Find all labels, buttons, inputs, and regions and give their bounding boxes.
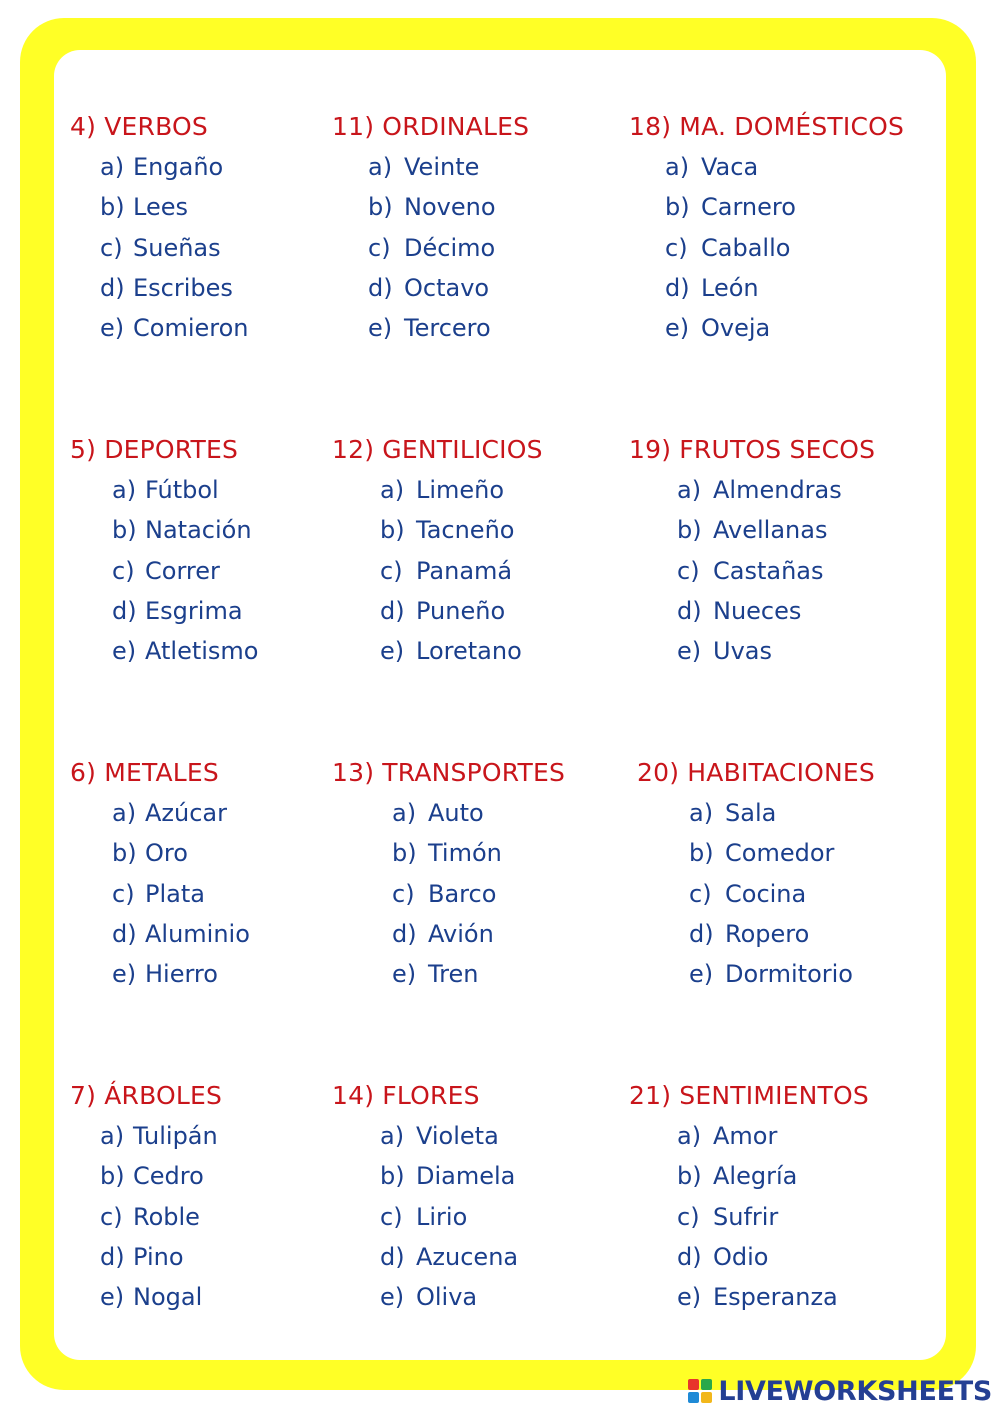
option-list — [70, 1121, 222, 1322]
option-text: Escribes — [133, 273, 233, 302]
category-title: 4) VERBOS — [70, 112, 208, 141]
option-text: Dormitorio — [725, 960, 853, 989]
option-item[interactable] — [100, 313, 249, 353]
option-text: Puneño — [416, 596, 506, 625]
option-item[interactable] — [112, 959, 250, 999]
option-text: Nogal — [133, 1283, 203, 1312]
option-letter: b) — [665, 193, 690, 222]
option-item[interactable] — [380, 475, 543, 515]
option-item[interactable] — [677, 636, 875, 676]
option-item[interactable] — [677, 1202, 869, 1242]
option-item[interactable] — [112, 838, 250, 878]
option-item[interactable] — [112, 556, 258, 596]
liveworksheets-logo — [688, 1375, 992, 1409]
option-item[interactable] — [112, 919, 250, 959]
option-letter: d) — [665, 273, 690, 302]
option-letter: d) — [112, 596, 137, 625]
option-item[interactable] — [368, 233, 529, 273]
option-letter: c) — [392, 879, 415, 908]
option-letter: d) — [689, 919, 714, 948]
logo-icon — [688, 1379, 714, 1405]
option-text: Auto — [428, 799, 484, 827]
option-item[interactable] — [689, 919, 875, 959]
category-group — [70, 435, 258, 676]
option-letter: a) — [665, 153, 690, 181]
option-letter: e) — [392, 960, 417, 989]
option-text: Azucena — [416, 1242, 519, 1271]
option-text: Esgrima — [145, 596, 243, 625]
option-item[interactable] — [112, 636, 258, 676]
option-text: Odio — [713, 1242, 769, 1271]
option-item[interactable] — [677, 475, 875, 515]
option-letter: c) — [368, 233, 391, 262]
option-text: Almendras — [713, 476, 842, 504]
option-text: Vaca — [701, 153, 759, 181]
option-text: Octavo — [404, 273, 490, 302]
option-text: Cocina — [725, 879, 807, 908]
category-group — [70, 1081, 222, 1322]
option-text: Plata — [145, 879, 205, 908]
option-item[interactable] — [100, 192, 249, 232]
option-list — [629, 475, 875, 676]
option-text: Sueñas — [133, 233, 221, 262]
option-item[interactable] — [665, 273, 904, 313]
option-item[interactable] — [100, 273, 249, 313]
option-text: Sala — [725, 799, 777, 827]
option-letter: e) — [677, 637, 702, 666]
category-group — [637, 758, 875, 999]
category-title: 7) ÁRBOLES — [70, 1081, 223, 1110]
category-title: 18) MA. DOMÉSTICOS — [629, 112, 905, 141]
option-list — [332, 152, 529, 353]
option-text: Uvas — [713, 637, 772, 666]
option-letter: e) — [112, 637, 137, 666]
option-text: Barco — [428, 879, 497, 908]
option-text: Loretano — [416, 637, 522, 666]
option-list — [332, 798, 565, 999]
category-title: 19) FRUTOS SECOS — [629, 435, 876, 464]
option-text: Décimo — [404, 233, 496, 262]
option-letter: e) — [112, 960, 137, 989]
option-item[interactable] — [392, 959, 565, 999]
option-text: Esperanza — [713, 1283, 838, 1312]
option-letter: d) — [392, 919, 417, 948]
option-letter: e) — [689, 960, 714, 989]
option-text: Hierro — [145, 960, 218, 989]
option-letter: a) — [380, 476, 405, 504]
option-text: Limeño — [416, 476, 505, 504]
option-letter: b) — [112, 516, 137, 545]
option-letter: e) — [380, 1283, 405, 1312]
option-item[interactable] — [100, 152, 249, 192]
option-letter: d) — [677, 1242, 702, 1271]
option-item[interactable] — [677, 515, 875, 555]
option-letter: c) — [380, 556, 403, 585]
option-item[interactable] — [677, 1242, 869, 1282]
option-text: Tercero — [404, 314, 491, 343]
option-item[interactable] — [368, 313, 529, 353]
option-letter: b) — [380, 516, 405, 545]
option-item[interactable] — [380, 1282, 518, 1322]
option-text: Aluminio — [145, 919, 250, 948]
option-text: Avión — [428, 919, 494, 948]
option-list — [629, 1121, 869, 1322]
option-item[interactable] — [368, 273, 529, 313]
category-title: 14) FLORES — [332, 1081, 480, 1110]
option-letter: e) — [665, 314, 690, 343]
option-list — [70, 798, 250, 999]
option-text: Cedro — [133, 1162, 204, 1191]
option-item[interactable] — [392, 879, 565, 919]
option-list — [629, 152, 904, 353]
option-item[interactable] — [380, 1121, 518, 1161]
option-text: Lirio — [416, 1202, 468, 1231]
option-letter: a) — [368, 153, 393, 181]
option-item[interactable] — [100, 233, 249, 273]
category-title: 5) DEPORTES — [70, 435, 239, 464]
option-item[interactable] — [689, 959, 875, 999]
option-letter: b) — [100, 193, 125, 222]
option-text: Carnero — [701, 193, 796, 222]
option-letter: b) — [689, 839, 714, 868]
option-letter: c) — [665, 233, 688, 262]
option-letter: d) — [380, 1242, 405, 1271]
option-letter: e) — [100, 1283, 125, 1312]
option-text: Oliva — [416, 1283, 478, 1312]
option-item[interactable] — [112, 798, 250, 838]
option-letter: b) — [677, 1162, 702, 1191]
option-letter: b) — [677, 516, 702, 545]
brand-wordmark: LIVEWORKSHEETS — [718, 1376, 992, 1407]
option-letter: c) — [689, 879, 712, 908]
option-letter: b) — [112, 839, 137, 868]
option-letter: b) — [392, 839, 417, 868]
option-item[interactable] — [368, 192, 529, 232]
option-letter: c) — [677, 1202, 700, 1231]
option-list — [637, 798, 875, 999]
option-item[interactable] — [112, 515, 258, 555]
option-letter: c) — [112, 556, 135, 585]
option-item[interactable] — [380, 515, 543, 555]
option-text: León — [701, 273, 759, 302]
option-item[interactable] — [665, 192, 904, 232]
option-letter: a) — [100, 153, 125, 181]
option-letter: a) — [392, 799, 417, 827]
option-text: Violeta — [416, 1122, 499, 1150]
option-text: Timón — [428, 839, 502, 868]
category-group — [629, 435, 875, 676]
option-item[interactable] — [689, 879, 875, 919]
option-item[interactable] — [677, 1282, 869, 1322]
option-item[interactable] — [380, 1242, 518, 1282]
option-letter: c) — [677, 556, 700, 585]
option-letter: b) — [100, 1162, 125, 1191]
option-text: Tren — [428, 960, 479, 989]
option-item[interactable] — [392, 798, 565, 838]
category-group — [332, 435, 543, 676]
option-letter: d) — [677, 596, 702, 625]
option-item[interactable] — [112, 596, 258, 636]
option-item[interactable] — [380, 636, 543, 676]
option-text: Comieron — [133, 314, 249, 343]
category-group — [70, 758, 250, 999]
option-letter: a) — [677, 476, 702, 504]
option-item[interactable] — [689, 838, 875, 878]
option-item[interactable] — [392, 919, 565, 959]
option-letter: a) — [112, 476, 137, 504]
option-text: Diamela — [416, 1162, 516, 1191]
category-group — [629, 1081, 869, 1322]
option-letter: c) — [380, 1202, 403, 1231]
category-group — [70, 112, 249, 353]
option-item[interactable] — [100, 1202, 222, 1242]
option-item[interactable] — [112, 879, 250, 919]
option-letter: a) — [689, 799, 714, 827]
option-item[interactable] — [100, 1121, 222, 1161]
option-list — [332, 475, 543, 676]
option-item[interactable] — [392, 838, 565, 878]
category-group — [332, 1081, 518, 1322]
option-letter: e) — [677, 1283, 702, 1312]
option-text: Roble — [133, 1202, 200, 1231]
option-item[interactable] — [368, 152, 529, 192]
option-text: Natación — [145, 516, 252, 545]
option-letter: e) — [100, 314, 125, 343]
category-title: 20) HABITACIONES — [637, 758, 876, 787]
option-letter: a) — [100, 1122, 125, 1150]
option-list — [70, 152, 249, 353]
option-letter: c) — [112, 879, 135, 908]
option-item[interactable] — [677, 1161, 869, 1201]
option-letter: e) — [368, 314, 393, 343]
option-letter: d) — [380, 596, 405, 625]
option-item[interactable] — [100, 1161, 222, 1201]
option-text: Oro — [145, 839, 188, 868]
option-item[interactable] — [380, 1202, 518, 1242]
option-item[interactable] — [112, 475, 258, 515]
option-text: Tulipán — [133, 1122, 218, 1150]
option-letter: d) — [112, 919, 137, 948]
option-text: Fútbol — [145, 476, 219, 504]
option-letter: e) — [380, 637, 405, 666]
category-group — [332, 758, 565, 999]
option-text: Caballo — [701, 233, 791, 262]
option-text: Nueces — [713, 596, 802, 625]
category-title: 12) GENTILICIOS — [332, 435, 543, 464]
option-item[interactable] — [665, 233, 904, 273]
option-letter: a) — [112, 799, 137, 827]
category-title: 11) ORDINALES — [332, 112, 530, 141]
option-text: Oveja — [701, 314, 771, 343]
option-item[interactable] — [665, 152, 904, 192]
option-item[interactable] — [677, 596, 875, 636]
option-letter: a) — [380, 1122, 405, 1150]
option-text: Atletismo — [145, 637, 259, 666]
option-text: Tacneño — [416, 516, 515, 545]
option-text: Azúcar — [145, 799, 227, 827]
option-letter: d) — [100, 273, 125, 302]
category-title: 21) SENTIMIENTOS — [629, 1081, 869, 1110]
option-letter: b) — [368, 193, 393, 222]
option-item[interactable] — [677, 1121, 869, 1161]
option-text: Castañas — [713, 556, 824, 585]
option-letter: c) — [100, 233, 123, 262]
option-item[interactable] — [677, 556, 875, 596]
option-item[interactable] — [100, 1282, 222, 1322]
option-item[interactable] — [689, 798, 875, 838]
option-item[interactable] — [380, 556, 543, 596]
option-text: Ropero — [725, 919, 810, 948]
option-letter: c) — [100, 1202, 123, 1231]
category-title: 6) METALES — [70, 758, 219, 787]
option-item[interactable] — [100, 1242, 222, 1282]
option-letter: a) — [677, 1122, 702, 1150]
option-text: Correr — [145, 556, 220, 585]
category-group — [629, 112, 904, 353]
option-item[interactable] — [380, 596, 543, 636]
category-group — [332, 112, 529, 353]
option-item[interactable] — [665, 313, 904, 353]
option-text: Veinte — [404, 153, 480, 181]
option-text: Pino — [133, 1242, 184, 1271]
option-list — [70, 475, 258, 676]
category-title: 13) TRANSPORTES — [332, 758, 566, 787]
option-letter: d) — [368, 273, 393, 302]
option-letter: b) — [380, 1162, 405, 1191]
option-letter: d) — [100, 1242, 125, 1271]
option-text: Panamá — [416, 556, 513, 585]
option-text: Avellanas — [713, 516, 828, 545]
option-text: Engaño — [133, 153, 224, 181]
option-text: Lees — [133, 193, 188, 222]
option-list — [332, 1121, 518, 1322]
option-text: Alegría — [713, 1162, 798, 1191]
option-text: Sufrir — [713, 1202, 779, 1231]
option-text: Comedor — [725, 839, 835, 868]
option-item[interactable] — [380, 1161, 518, 1201]
option-text: Amor — [713, 1122, 778, 1150]
option-text: Noveno — [404, 193, 496, 222]
